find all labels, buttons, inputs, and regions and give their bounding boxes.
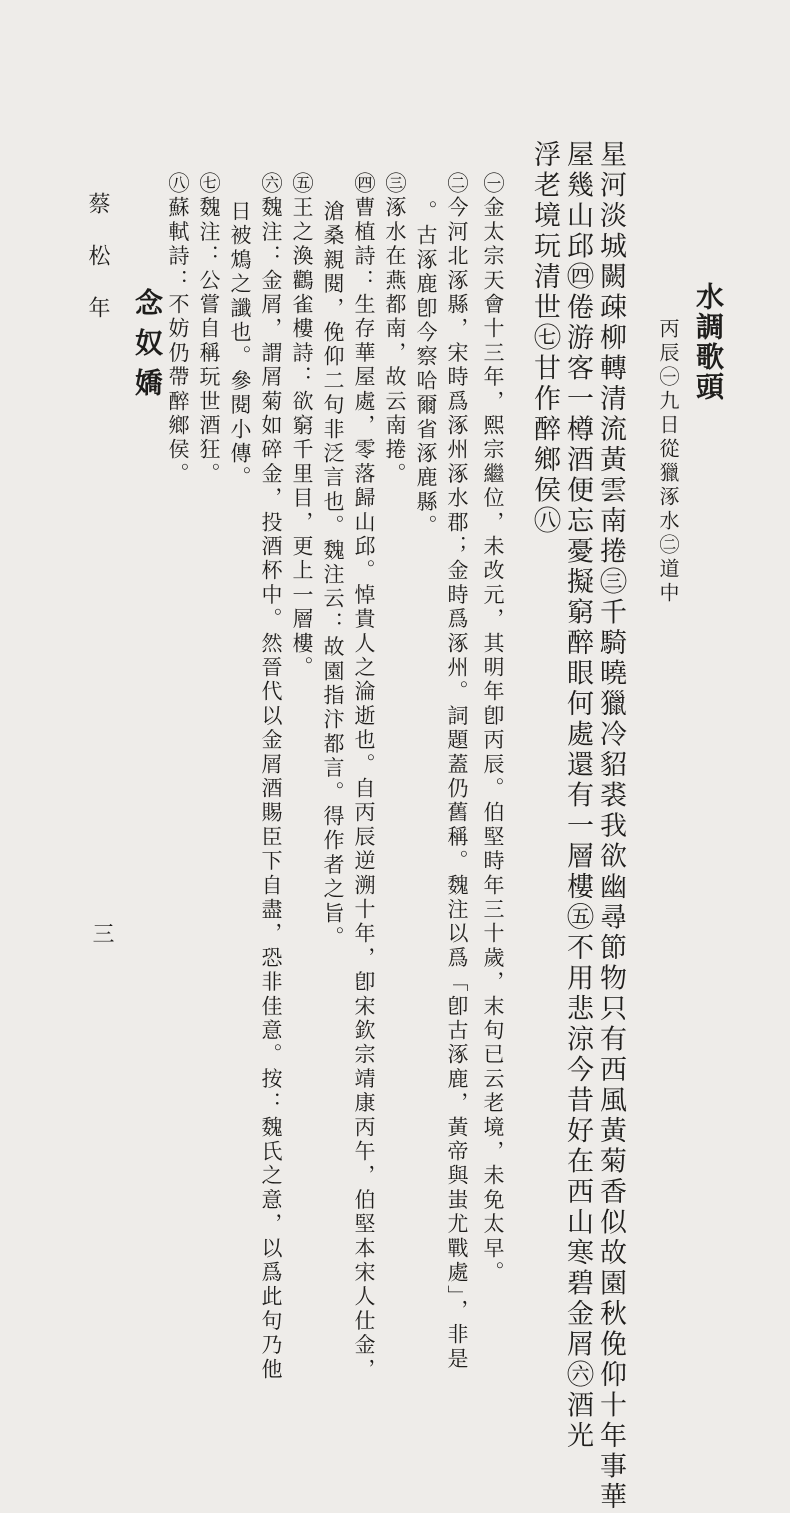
annotation-4-continued: 滄桑親閱，俛仰二句非泛言也。魏注云：故園指汴都言。得作者之旨。 xyxy=(321,200,345,951)
annotation-6-continued: 日被鴆之讖也。參閱小傳。 xyxy=(228,200,252,491)
poem-line: 屋幾山邱㊃倦游客一樽酒便忘憂擬窮醉眼何處還有一層樓㊄不用悲涼今昔好在西山寒碧金屑㊅酒光 xyxy=(562,140,593,1452)
poem-line: 浮老境玩清世㊆甘作醉鄉侯㊇ xyxy=(529,140,560,537)
annotation-5: ㊄王之渙鸛雀樓詩：欲窮千里目，更上一層樓。 xyxy=(290,172,314,681)
annotation-8: ㊇蘇軾詩：不妨仍帶醉鄉侯。 xyxy=(166,172,190,487)
annotation-1: ㊀金太宗天會十三年，熙宗繼位，未改元，其明年卽丙辰。伯堅時年三十歲，末句已云老境，未免太早。 xyxy=(481,172,505,1286)
poem-title: 水調歌頭 xyxy=(692,282,725,402)
annotation-4: ㊃曹植詩：生存華屋處，零落歸山邱。悼貴人之淪逝也。自丙辰逆溯十年，卽宋欽宗靖康丙午，伯堅本宋人仕金， xyxy=(352,172,376,1382)
next-poem-title: 念奴嬌 xyxy=(131,288,164,408)
poem-subtitle: 丙辰㊀九日從獵涿水㊁道中 xyxy=(656,318,680,606)
page-number: 三 xyxy=(89,922,114,944)
poem-line: 星河淡城闕疎柳轉清流黃雲南捲㊂千騎曉獵冷貂裘我欲幽尋節物只有西風黃菊香似故園秋俛仰十年事華 xyxy=(595,140,626,1513)
annotation-2: ㊁今河北涿縣，宋時爲涿州涿水郡；金時爲涿州。詞題蓋仍舊稱。魏注以爲「卽古涿鹿，黃帝與蚩尤戰處」，非是 xyxy=(445,172,469,1372)
annotation-3: ㊂涿水在燕都南，故云南捲。 xyxy=(383,172,407,487)
annotation-2-continued: 。古涿鹿卽今察哈爾省涿鹿縣。 xyxy=(414,200,438,539)
next-poem-author: 蔡松年 xyxy=(85,192,110,348)
annotation-6: ㊅魏注：金屑，謂屑菊如碎金，投酒杯中。然晉代以金屑酒賜臣下自盡，恐非佳意。按：魏氏之意，以爲此句乃他 xyxy=(259,172,283,1382)
annotation-7: ㊆魏注：公嘗自稱玩世酒狂。 xyxy=(197,172,221,487)
